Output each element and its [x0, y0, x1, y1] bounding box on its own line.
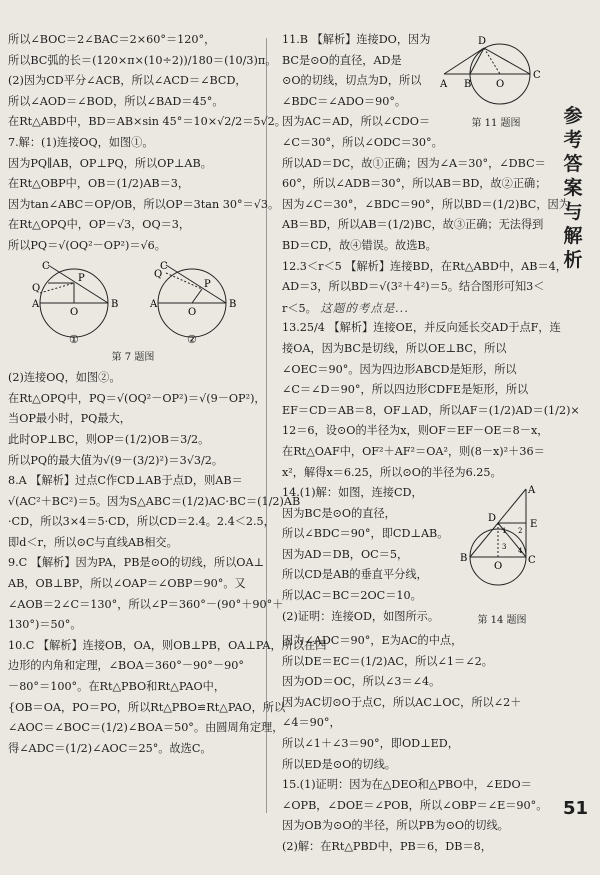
fig14-label: B: [460, 553, 468, 565]
text-line: EF＝CD＝AB＝8，OF⊥AD，所以AF＝(1/2)AD＝(1/2)×: [282, 403, 580, 417]
text-line: －80°＝100°。在Rt△PBO和Rt△PAO中，: [8, 680, 226, 694]
fig7-label: Q: [154, 268, 163, 280]
handwritten-note-line: [282, 298, 544, 319]
right-text-block-c: [282, 318, 580, 483]
figure-7: [8, 257, 258, 369]
text-line: 所以AD＝DC，故①正确；因为∠A＝30°，∠DBC＝: [282, 156, 546, 170]
text-line: ∠C＝30°，所以∠ODC＝30°。: [282, 136, 443, 149]
text-line: 在Rt△OPQ中，PQ＝√(OQ²－OP²)＝√(9－OP²)，: [8, 391, 266, 405]
text-line: 所以∠BDC＝90°，即CD⊥AB。: [282, 527, 449, 541]
text-line: 所以BC弧的长＝(120×π×(10÷2))/180＝(10/3)π。: [8, 53, 277, 67]
fig14-label: 1: [502, 527, 507, 536]
sidebar-char: 解: [563, 225, 583, 247]
fig7-label: Q: [32, 282, 41, 294]
text-line: 所以PQ的最大值为√(9－(3/2)²)＝3√3/2。: [8, 453, 224, 467]
text-line: 12.3＜r＜5 【解析】连接BD，在Rt△ABD中，AB＝4，: [282, 259, 567, 273]
text-line: (2)证明：连接OD，如图所示。: [282, 609, 440, 623]
figure-7-circle-1: [40, 265, 108, 337]
text-line: 因为AC＝AD，所以∠CDO＝: [282, 115, 431, 129]
text-line: 14.(1)解：如图，连接CD，: [282, 486, 423, 500]
text-line: 因为BC是⊙O的直径，: [282, 506, 396, 520]
text-line: ∠4＝90°，: [282, 716, 341, 730]
right-text-block-e: [282, 631, 548, 858]
right-column: [282, 30, 580, 858]
fig7-label: O: [70, 306, 79, 318]
text-line: 所以∠AOD＝∠BOD，所以∠BAD＝45°。: [8, 94, 224, 108]
text-line: 当OP最小时，PQ最大，: [8, 412, 131, 426]
text-line: 所以AC＝BC＝2OC＝10。: [282, 589, 422, 603]
fig7-number: ②: [187, 332, 197, 346]
text-line: ⊙O的切线，切点为D，所以: [282, 74, 422, 88]
text-line: 因为∠C＝30°，∠BDC＝90°，所以BD＝(1/2)BC，因为: [282, 197, 570, 211]
text-line: 10.C 【解析】连接OB，OA，则OB⊥PB，OA⊥PA，所以在四: [8, 638, 327, 652]
text-line: 所以PQ＝√(OQ²－OP²)＝√6。: [8, 238, 166, 252]
text-line: 15.(1)证明：因为在△DEO和△PBO中，∠EDO＝: [282, 778, 532, 792]
text-line: ∠C＝∠D＝90°，所以四边形CDFE是矩形，所以: [282, 383, 529, 397]
text-line: BD＝CD，故④错误。故选B。: [282, 238, 437, 252]
handwritten-note: 这题的考点是...: [320, 300, 410, 315]
text-line: 此时OP⊥BC，则OP＝(1/2)OB＝3/2。: [8, 432, 210, 446]
text-line: (2)连接OQ，如图②。: [8, 371, 121, 385]
text-line: ∠AOB＝2∠C＝130°，所以∠P＝360°－(90°＋90°＋: [8, 597, 284, 611]
text-line: 所以DE＝EC＝(1/2)AC，所以∠1＝∠2。: [282, 654, 493, 668]
figure-14-diagram: [460, 483, 544, 611]
problem-11-block: [282, 30, 544, 133]
text-line: ∠BDC＝∠ADO＝90°。: [282, 94, 407, 108]
text-line: ∠AOC＝∠BOC＝(1/2)∠BOA＝50°。由圆周角定理，: [8, 721, 284, 735]
fig7-label: A: [150, 298, 158, 310]
figure-7-circle-2: [158, 265, 226, 337]
fig7-label: B: [229, 298, 237, 310]
fig7-label: A: [32, 298, 40, 310]
text-line: 8.A 【解析】过点C作CD⊥AB于点D，则AB＝: [8, 474, 243, 488]
figure-7-caption: 第 7 题图: [111, 351, 155, 363]
text-line: x²，解得x＝6.25，所以⊙O的半径为6.25。: [282, 465, 502, 479]
fig14-label: D: [488, 513, 497, 525]
fig7-label: O: [188, 306, 197, 318]
text-line: 13.25/4 【解析】连接OE，并反向延长交AD于点F，连: [282, 321, 561, 335]
page-number: 51: [562, 798, 588, 819]
fig7-label: P: [204, 278, 211, 290]
right-text-block-a: [282, 30, 442, 133]
answer-tail: r＜5。: [282, 301, 317, 315]
fig14-label: 2: [518, 527, 523, 536]
text-line: ·CD，所以3×4＝5·CD，所以CD＝2.4。2.4＜2.5，: [8, 515, 275, 529]
figure-11-shapes: [444, 44, 530, 104]
text-line: 边形的内角和定理，∠BOA＝360°－90°－90°: [8, 659, 244, 673]
text-line: AB＝BD，所以AB＝(1/2)BC，故③正确；无法得到: [282, 218, 544, 232]
text-line: 所以CD是AB的垂直平分线，: [282, 568, 428, 582]
text-line: 在Rt△OBP中，OB＝(1/2)AB＝3，: [8, 177, 190, 191]
fig14-label: O: [494, 561, 503, 573]
text-line: 因为OD＝OC，所以∠3＝∠4。: [282, 675, 441, 689]
fig7-label: B: [111, 298, 119, 310]
fig14-label: 3: [502, 543, 507, 552]
fig14-label: A: [528, 485, 536, 497]
text-line: 接OA，因为BC是切线，所以OE⊥BC，所以: [282, 341, 507, 355]
text-line: 因为OB为⊙O的半径，所以PB为⊙O的切线。: [282, 819, 509, 833]
text-line: 在Rt△OPQ中，OP＝√3，OQ＝3，: [8, 218, 191, 232]
fig7-label: C: [160, 260, 168, 272]
text-line: 所以ED是⊙O的切线。: [282, 757, 396, 771]
column-divider: [266, 38, 267, 813]
fig14-label: C: [528, 555, 536, 567]
fig7-label: P: [78, 272, 85, 284]
text-line: 在Rt△ABD中，BD＝AB×sin 45°＝10×√2/2＝5√2。: [8, 115, 286, 129]
text-line: 11.B 【解析】连接DO，因为: [282, 33, 431, 46]
text-line: 因为AC切⊙O于点C，所以AC⊥OC，所以∠2＋: [282, 695, 522, 709]
fig14-label: 4: [518, 547, 523, 556]
text-line: BC是⊙O的直径，AD是: [282, 53, 402, 67]
fig11-label: A: [440, 79, 448, 90]
text-line: √(AC²＋BC²)＝5。因为S△ABC＝(1/2)AC·BC＝(1/2)AB: [8, 494, 301, 508]
text-line: 因为PQ∥AB，OP⊥PQ，所以OP⊥AB。: [8, 156, 212, 170]
left-text-block-a: [8, 30, 286, 257]
text-line: 12＝6，设⊙O的半径为x，则OF＝EF－OE＝8－x，: [282, 424, 549, 438]
sidebar-char: 与: [563, 201, 583, 223]
text-line: 即d＜r，所以⊙C与直线AB相交。: [8, 535, 178, 549]
right-text-block-b: [282, 133, 570, 298]
fig7-label: C: [42, 260, 50, 272]
sidebar-char: 考: [563, 129, 583, 151]
text-line: ∠OEC＝90°。因为四边形ABCD是矩形，所以: [282, 362, 517, 376]
fig11-label: O: [496, 79, 505, 90]
problem-14-block: [282, 483, 544, 631]
sidebar-char: 析: [563, 249, 583, 271]
text-line: 130°)＝50°。: [8, 618, 82, 632]
fig11-label: D: [478, 36, 487, 47]
text-line: (2)解：在Rt△PBD中，PB＝6，DB＝8，: [282, 840, 492, 854]
text-line: 因为AD＝DB，OC＝5，: [282, 547, 409, 561]
sidebar-char: 答: [563, 153, 583, 175]
sidebar-char: 参: [563, 105, 583, 127]
figure-11-caption: 第 11 题图: [471, 118, 521, 129]
text-line: AB，OB⊥BP，所以∠OAP＝∠OBP＝90°。又: [8, 577, 246, 591]
fig11-label: C: [533, 70, 541, 81]
text-line: 60°，所以∠ADB＝30°，所以AB＝BD，故②正确；: [282, 177, 547, 191]
text-line: 所以∠BOC＝2∠BAC＝2×60°＝120°，: [8, 33, 216, 46]
text-line: 9.C 【解析】因为PA，PB是⊙O的切线，所以OA⊥: [8, 556, 265, 570]
text-line: 所以∠1＋∠3＝90°，即OD⊥ED，: [282, 737, 459, 751]
figure-14-caption: 第 14 题图: [477, 615, 527, 627]
text-line: 得∠ADC＝(1/2)∠AOC＝25°。故选C。: [8, 741, 212, 755]
text-line: 因为∠ADC＝90°，E为AC的中点，: [282, 634, 463, 648]
text-line: ∠OPB，∠DOE＝∠POB，所以∠OBP＝∠E＝90°。: [282, 798, 548, 812]
sidebar-char: 案: [563, 177, 583, 199]
text-line: {OB＝OA，PO＝PO，所以Rt△PBO≌Rt△PAO，所以: [8, 700, 286, 714]
text-line: 7.解：(1)连接OQ，如图①。: [8, 135, 154, 149]
sidebar-title: [556, 104, 590, 272]
fig7-number: ①: [69, 332, 79, 346]
figure-7-diagram: [8, 257, 258, 345]
text-line: 在Rt△OAF中，OF²＋AF²＝OA²，则(8－x)²＋36＝: [282, 444, 545, 458]
text-line: (2)因为CD平分∠ACB，所以∠ACD＝∠BCD，: [8, 74, 247, 88]
fig11-label: B: [464, 79, 472, 90]
figure-11-diagram: [440, 30, 544, 114]
right-text-block-d: [282, 483, 460, 627]
text-line: 因为tan∠ABC＝OP/OB，所以OP＝3tan 30°＝√3。: [8, 197, 280, 211]
fig14-label: E: [530, 519, 538, 531]
text-line: AD＝3，所以BD＝√(3²＋4²)＝5。结合图形可知3＜: [282, 280, 545, 294]
